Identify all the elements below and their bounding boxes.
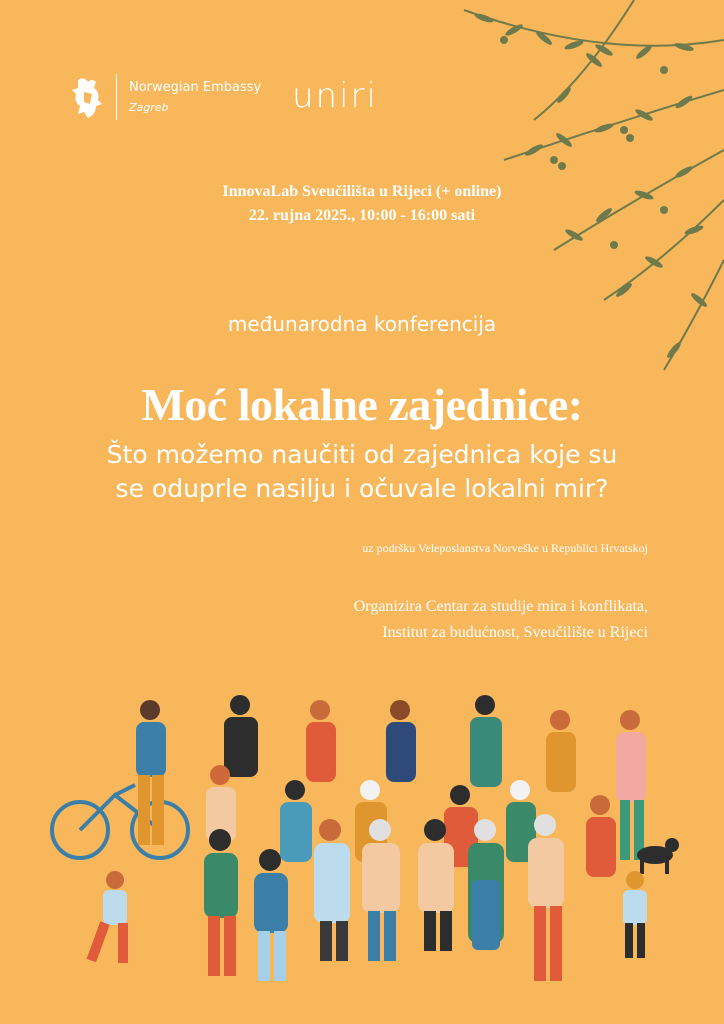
event-venue: InnovaLab Sveučilišta u Rijeci (+ online) (222, 183, 502, 200)
event-info (0, 180, 724, 228)
embassy-city: Zagreb (129, 101, 169, 114)
crowd-illustration (40, 680, 690, 1000)
question-line-1: Što možemo naučiti od zajednica koje su (106, 440, 618, 469)
norwegian-embassy-logo (70, 74, 261, 120)
bicycle-icon (52, 785, 188, 858)
question-line-2: se oduprle nasilju i očuvale lokalni mir? (115, 474, 609, 503)
conference-title: Moć lokalne zajednice: (141, 379, 583, 430)
organizer-line-1: Organizira Centar za studije mira i konflikata, (353, 598, 648, 615)
norwegian-lion-icon (70, 74, 106, 120)
support-note: uz podršku Veleposlanstva Norveške u Republici Hrvatskoj (362, 541, 648, 555)
uniri-logo: uniri (292, 76, 378, 116)
logo-divider (116, 74, 117, 120)
organizer-line-2: Institut za budućnost, Sveučilište u Rijeci (382, 624, 648, 641)
organizer-info (354, 594, 648, 646)
event-datetime: 22. rujna 2025., 10:00 - 16:00 sati (248, 207, 476, 224)
embassy-name: Norwegian Embassy (129, 80, 262, 95)
conference-type: međunarodna konferencija (227, 312, 497, 336)
conference-question (0, 438, 724, 506)
